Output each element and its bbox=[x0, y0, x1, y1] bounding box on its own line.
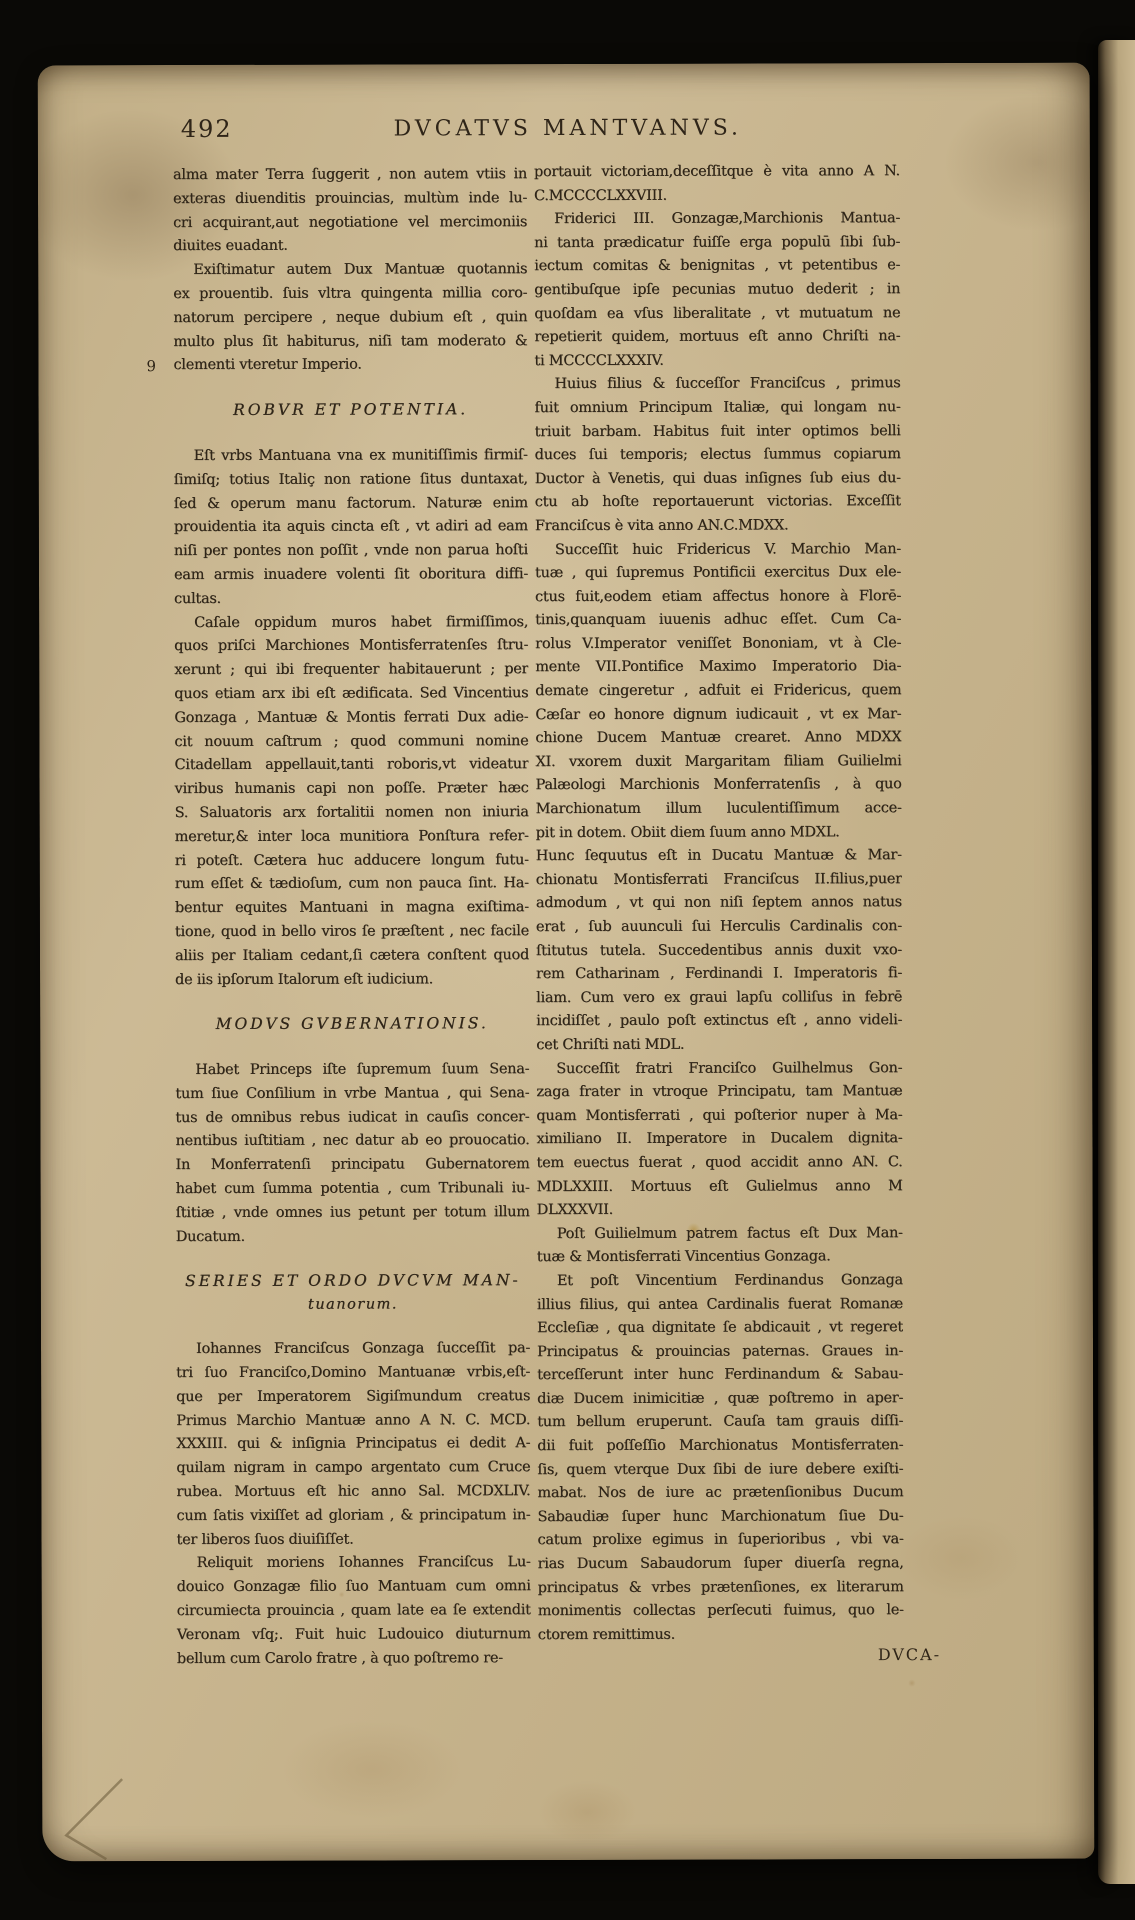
text-line: que per Imperatorem Sigiſmundum creatus bbox=[176, 1387, 531, 1405]
text-line: tum ſiue Conſilium in vrbe Mantua , qui Sena- bbox=[175, 1084, 530, 1102]
margin-note: 9 bbox=[146, 357, 157, 376]
text-line: chione Ducem Mantuæ crearet. Anno MDXX bbox=[535, 729, 902, 747]
section-heading bbox=[174, 398, 528, 423]
paragraph bbox=[174, 444, 528, 612]
text-line: quos etiam arx ibi eſt ædificata. Sed Vincentius bbox=[174, 685, 529, 702]
text-line: rias Ducum Sabaudorum ſuper diuerſa regna, bbox=[537, 1555, 904, 1573]
text-line: cet Chriſti nati MDL. bbox=[536, 1036, 685, 1054]
text-line: tinis,quanquam iuuenis adhuc eſſet. Cum Ca- bbox=[535, 611, 902, 629]
text-line: exteras diuenditis prouincias, multùm inde lu- bbox=[172, 189, 528, 207]
text-line: triuit barbam. Habitus fuit inter optimos belli bbox=[534, 422, 901, 440]
text-line: Exiſtimatur autem Dux Mantuæ quotannis bbox=[193, 261, 528, 279]
paragraph bbox=[536, 844, 903, 1057]
text-line: tuæ & Montisferrati Vincentius Gonzaga. bbox=[536, 1248, 831, 1266]
text-line: douico Gonzagæ filio ſuo Mantuam cum omni bbox=[176, 1578, 531, 1596]
running-title: DVCATVS MANTVANVS. bbox=[393, 115, 743, 142]
text-line: S. Saluatoris arx fortalitii nomen non iniuria bbox=[174, 804, 529, 821]
text-line: principatus & vrbes prætenſiones, ex literarum bbox=[537, 1578, 904, 1596]
text-line: clementi vteretur Imperio. bbox=[173, 356, 362, 374]
text-line: Hunc ſequutus eſt in Ducatu Mantuæ & Mar- bbox=[535, 847, 902, 865]
text-line: de iis ipſorum Italorum eſt iudicium. bbox=[175, 970, 434, 988]
text-line: rem Catharinam , Ferdinandi I. Imperatoris fi- bbox=[536, 965, 903, 983]
text-line: rubea. Mortuus eſt hic anno Sal. MCDXLIV. bbox=[176, 1483, 531, 1501]
catchword: DVCA- bbox=[877, 1645, 942, 1665]
text-line: Primus Marchio Mantuæ anno A N. C. MCD. bbox=[176, 1411, 531, 1429]
text-line: chionatu Montisferrati Franciſcus II.filius,puer bbox=[535, 870, 902, 888]
text-line: repetierit quidem, mortuus eſt anno Chriſti na- bbox=[534, 328, 901, 346]
text-line: ſed & operum manu factorum. Naturæ enim bbox=[173, 494, 528, 512]
paragraph bbox=[174, 611, 529, 993]
text-line: Palæologi Marchionis Monferratenſis , à quo bbox=[535, 776, 902, 794]
text-line: prouidentia ita aquis cincta eſt , vt adiri ad eam bbox=[173, 518, 528, 536]
text-line: ſtitutus tutela. Succedentibus annis duxit vxo- bbox=[535, 941, 902, 959]
text-line: Habet Princeps iſte ſupremum ſuum Sena- bbox=[195, 1061, 530, 1079]
text-line: erat , ſub auunculi ſui Herculis Cardinalis con- bbox=[535, 918, 902, 936]
heading-line: ROBVR ET POTENTIA. bbox=[232, 400, 469, 420]
text-line: Eſt vrbs Mantuana vna ex munitiſſimis firmiſ- bbox=[193, 447, 528, 464]
text-line: fuit omnium Principum Italiæ, qui longam nu- bbox=[534, 399, 901, 417]
text-line: quam Montisferrati , qui poſterior nuper à Ma- bbox=[536, 1106, 903, 1124]
text-line: meretur,& inter loca munitiora Ponſtura refer- bbox=[174, 827, 529, 845]
paragraph bbox=[537, 1269, 904, 1647]
text-line: cultas. bbox=[174, 590, 221, 607]
text-line: quoſdam ea vſus liberalitate , vt mutuatum ne bbox=[534, 304, 901, 322]
text-line: Et poſt Vincentium Ferdinandus Gonzaga bbox=[556, 1272, 903, 1289]
paragraph bbox=[173, 258, 527, 378]
text-line: tus de omnibus rebus iudicat in cauſis concer- bbox=[175, 1108, 530, 1126]
text-line: admodum , vt qui non niſi ſeptem annos natus bbox=[535, 894, 902, 912]
text-line: duces ſui temporis; electus ſummus copiarum bbox=[534, 446, 901, 464]
paragraph bbox=[534, 372, 900, 538]
paragraph bbox=[535, 538, 902, 846]
text-line: portauit victoriam,deceſſitque è vita anno A N. bbox=[533, 163, 900, 181]
text-line: ſimiſq; totius Italiç non ratione ſitus duntaxat, bbox=[173, 470, 528, 488]
text-line: demate cingeretur , adfuit ei Fridericus, quem bbox=[535, 682, 902, 700]
text-line: C.MCCCCLXXVIII. bbox=[533, 187, 667, 204]
text-line: eam armis inuadere volenti ſit oboritura diffi- bbox=[173, 566, 529, 583]
text-line: ſis, quem vterque Dux ſibi de iure debere exiſti- bbox=[537, 1460, 904, 1478]
text-line: natorum percipere , neque dubium eſt , quin bbox=[173, 308, 528, 326]
text-line: ti MCCCCLXXXIV. bbox=[534, 352, 664, 369]
text-line: ctorem remittimus. bbox=[537, 1626, 676, 1643]
text-line: ximiliano II. Imperatore in Ducalem dignita- bbox=[536, 1130, 903, 1148]
text-line: Ductor à Venetis, qui duas inſignes ſub eius du- bbox=[534, 469, 901, 487]
text-line: ctu ab hoſte reportauerunt victorias. Exceſſit bbox=[534, 493, 901, 511]
text-line: quilam nigram in campo argentato cum Cruce bbox=[176, 1459, 531, 1477]
right-column bbox=[534, 160, 904, 1647]
text-line: xerunt ; qui ibi frequenter habitauerunt ; per bbox=[174, 661, 529, 679]
heading-line: tuanorum. bbox=[307, 1296, 398, 1313]
text-line: Huius filius & ſucceſſor Franciſcus , primus bbox=[554, 375, 901, 393]
text-line: In Monferratenſi principatu Gubernatorem bbox=[175, 1156, 530, 1174]
text-line: nentibus iuſtitiam , nec datur ab eo prouocatio. bbox=[175, 1132, 530, 1150]
text-line: pit in dotem. Obiit diem ſuum anno MDXL. bbox=[535, 823, 840, 841]
text-line: DLXXXVII. bbox=[536, 1202, 614, 1219]
text-line: ri poteſt. Cætera huc adducere longum futu- bbox=[174, 851, 529, 869]
text-line: Marchionatum illum luculentiſſimum acce- bbox=[535, 800, 902, 818]
text-line: bentur equites Mantuani in magna exiſtima- bbox=[174, 899, 529, 917]
text-line: Cæſar eo honore dignum iudicauit , vt ex Mar- bbox=[535, 705, 902, 723]
text-line: ter liberos ſuos diuiſiſſet. bbox=[176, 1531, 354, 1548]
text-line: ctus fuit,eodem etiam affectus honore à Florē- bbox=[535, 587, 902, 605]
text-line: zaga frater in vtroque Principatu, tam Mantuæ bbox=[536, 1083, 903, 1101]
text-line: illius filius, qui antea Cardinalis fuerat Romanæ bbox=[536, 1295, 903, 1313]
text-line: gentibuſque ipſe pecunias mutuo dederit ; in bbox=[534, 281, 901, 299]
page-number: 492 bbox=[180, 114, 233, 144]
heading-line: SERIES ET ORDO DVCVM MAN- bbox=[184, 1271, 521, 1291]
text-line: rum eſſet & tædioſum, cum non pauca ſint. Ha- bbox=[174, 875, 529, 893]
text-line: Principatus & prouincias paternas. Graues in- bbox=[536, 1342, 904, 1360]
text-line: Eccleſiæ , qua dignitate ſe abdicauit , vt regeret bbox=[536, 1319, 903, 1337]
text-line: Ducatum. bbox=[175, 1228, 245, 1245]
text-line: tione, quod in bello viros ſe præſtent , nec facile bbox=[174, 923, 529, 940]
section-heading bbox=[176, 1270, 530, 1317]
text-line: diæ Ducem inimicitiæ , quæ poſtremo in aper- bbox=[537, 1389, 904, 1407]
text-line: tuæ , qui ſupremus Pontificii exercitus Dux ele- bbox=[534, 564, 902, 582]
text-line: aliis per Italiam cedant,ſi cætera conſtent quod bbox=[174, 946, 530, 964]
text-line: iectum comitas & benignitas , vt petentibus e- bbox=[534, 257, 901, 275]
paragraph bbox=[534, 207, 900, 373]
text-line: ni tanta prædicatur fuiſſe erga populū ſibi ſub- bbox=[534, 233, 901, 251]
text-line: Poſt Guilielmum patrem factus eſt Dux Man- bbox=[556, 1224, 903, 1242]
text-line: Caſale oppidum muros habet firmiſſimos, bbox=[194, 613, 529, 631]
text-line: cri acquirant,aut negotiatione vel mercimoniis bbox=[173, 213, 528, 231]
paragraph bbox=[175, 1058, 529, 1249]
text-line: cit nouum caſtrum ; quod communi nomine bbox=[174, 732, 529, 750]
text-line: bellum cum Carolo fratre , à quo poſtremo re- bbox=[176, 1649, 503, 1667]
text-line: liam. Cum vero ex graui lapſu colliſus in febrē bbox=[536, 988, 903, 1006]
text-line: niſi per pontes non poſſit , vnde non parua hoſti bbox=[173, 542, 528, 560]
paragraph bbox=[537, 1222, 903, 1270]
adjacent-page-edge bbox=[1098, 40, 1135, 1884]
text-line: alma mater Terra ſuggerit , non autem vtiis in bbox=[172, 166, 527, 184]
text-line: multo plus ſit habiturus, niſi tam moderato & bbox=[173, 332, 528, 350]
text-line: viribus humanis capi non poſſe. Præter hæc bbox=[174, 780, 529, 798]
text-line: diuites euadant. bbox=[173, 238, 288, 255]
left-column bbox=[173, 163, 531, 1671]
section-heading bbox=[175, 1012, 529, 1037]
text-line: Franciſcus è vita anno AN.C.MDXX. bbox=[534, 517, 789, 534]
text-line: Sabaudiæ ſuper hunc Marchionatum ſiue Du- bbox=[537, 1507, 904, 1525]
page-crease bbox=[54, 1767, 144, 1867]
text-line: Succeſſit huic Fridericus V. Marchio Man- bbox=[554, 540, 901, 558]
text-line: XXXIII. qui & inſignia Principatus ei dedit A- bbox=[176, 1435, 531, 1453]
text-line: tri ſuo Franciſco,Domino Mantuanæ vrbis,eſt- bbox=[176, 1364, 531, 1382]
text-line: incidiſſet , paulo poſt extinctus eſt , anno videli- bbox=[536, 1012, 903, 1030]
text-line: Reliquit moriens Iohannes Franciſcus Lu- bbox=[196, 1554, 531, 1572]
text-line: dii fuit poſſeſſio Marchionatus Montisferraten- bbox=[537, 1437, 904, 1455]
text-line: mente VII.Pontifice Maximo Imperatorio Dia- bbox=[535, 658, 902, 676]
text-line: Friderici III. Gonzagæ,Marchionis Mantua- bbox=[554, 210, 901, 228]
text-line: tum bellum eruperunt. Cauſa tam grauis diſſi- bbox=[537, 1413, 904, 1431]
text-line: cum ſatis vixiſſet ad gloriam , & principatum in- bbox=[176, 1506, 531, 1524]
paragraph bbox=[176, 1337, 531, 1552]
text-line: ex prouentib. ſuis vltra quingenta millia coro- bbox=[173, 285, 528, 303]
text-line: XI. vxorem duxit Margaritam filiam Guilielmi bbox=[535, 752, 902, 770]
text-line: ſtitiæ , vnde omnes ius petunt per totum illum bbox=[175, 1203, 530, 1221]
book-page bbox=[38, 63, 1095, 1862]
text-line: catum prolixe egimus in ſuperioribus , vbi va- bbox=[537, 1531, 904, 1549]
text-line: Gonzaga , Mantuæ & Montis ferrati Dux adie- bbox=[174, 708, 529, 726]
text-line: habet cum ſumma potentia , cum Tribunali iu- bbox=[175, 1180, 530, 1198]
paragraph bbox=[534, 160, 900, 208]
text-line: rolus V.Imperator veniſſet Bononiam, vt à Cle- bbox=[535, 634, 902, 652]
paragraph bbox=[536, 1057, 902, 1223]
text-line: Veronam vſq;. Fuit huic Ludouico diuturnum bbox=[176, 1625, 531, 1643]
text-line: mabat. Nos de iure ac prætenſionibus Ducum bbox=[537, 1484, 904, 1502]
heading-line: MODVS GVBERNATIONIS. bbox=[215, 1014, 489, 1034]
text-line: circumiecta prouincia , quam late ea ſe extendit bbox=[176, 1602, 531, 1620]
paragraph bbox=[177, 1552, 531, 1672]
text-line: MDLXXIII. Mortuus eſt Gulielmus anno M bbox=[536, 1177, 903, 1195]
text-line: terceſſerunt inter hunc Ferdinandum & Sabau- bbox=[537, 1366, 904, 1384]
text-line: tem euectus fuerat , quod accidit anno AN. C. bbox=[536, 1154, 903, 1172]
text-line: Iohannes Franciſcus Gonzaga ſucceſſit pa- bbox=[195, 1340, 531, 1358]
text-line: quos priſci Marchiones Montisferratenſes ſtru- bbox=[174, 637, 529, 655]
text-line: monimentis collectas perſecuti fuimus, quo le- bbox=[537, 1602, 904, 1620]
text-line: Succeſſit fratri Franciſco Guilhelmus Gon- bbox=[556, 1059, 903, 1077]
paragraph bbox=[173, 163, 527, 259]
text-line: Citadellam appellauit,tanti roboris,vt videatur bbox=[174, 756, 529, 774]
